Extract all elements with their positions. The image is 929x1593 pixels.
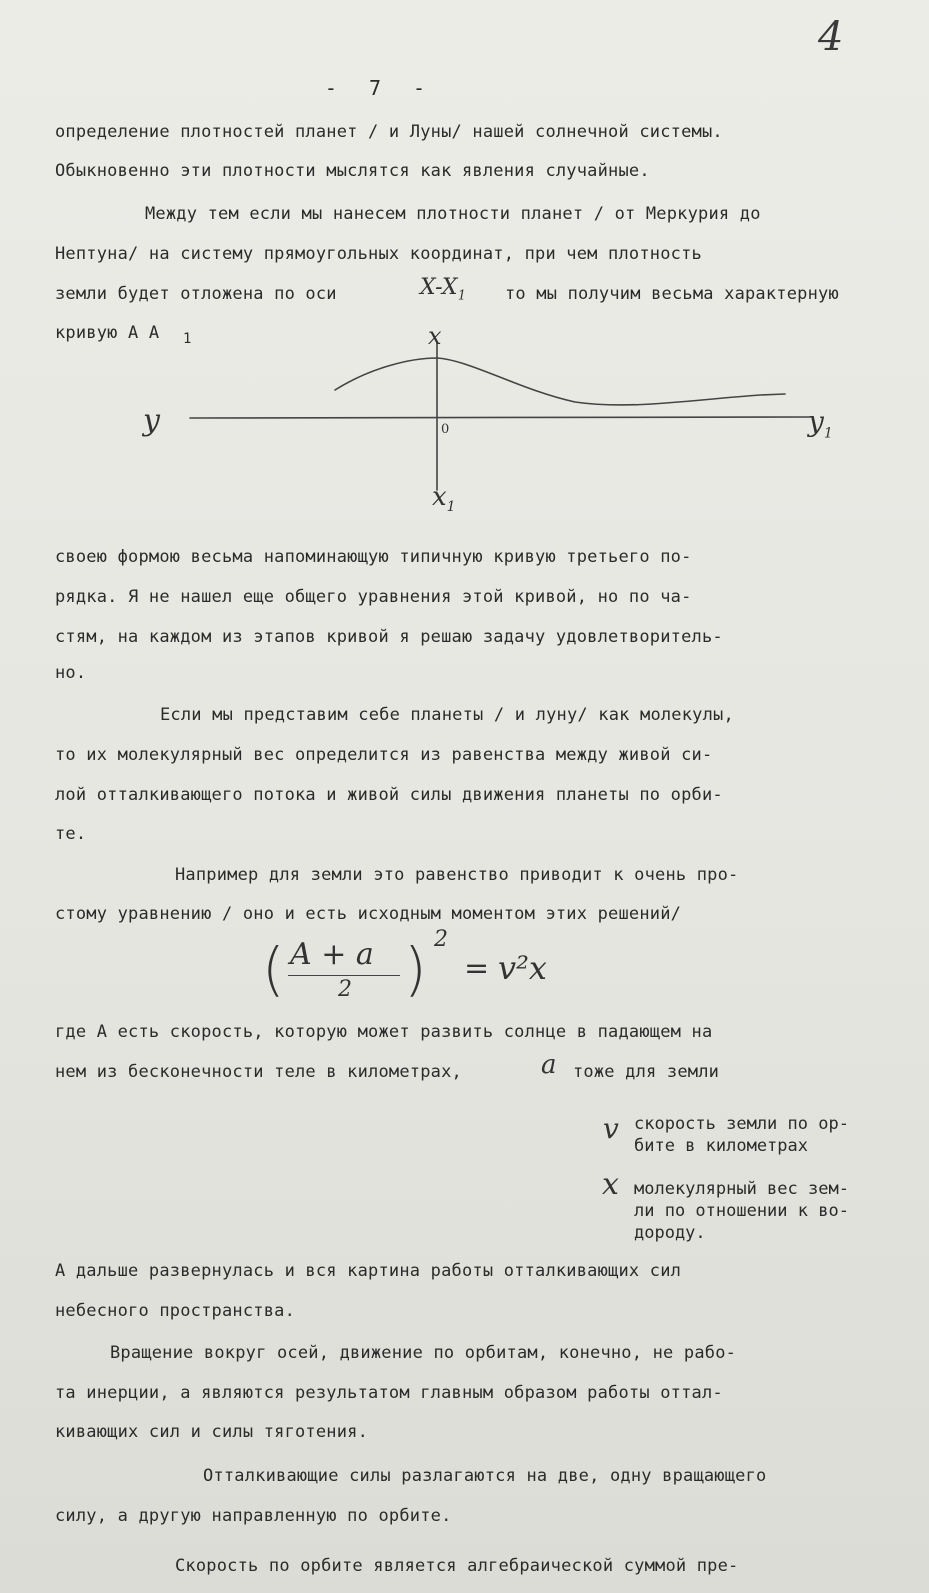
chi-definition-line: дороду. (634, 1223, 706, 1243)
text-line: Например для земли это равенство приводит к очень про- (175, 865, 739, 885)
paren-open: ( (262, 935, 285, 1003)
formula-denominator: 2 (338, 977, 352, 1002)
text-line: А дальше развернулась и вся картина работы отталкивающих сил (55, 1261, 682, 1281)
formula-numerator: A + a (290, 937, 374, 972)
text-line: небесного пространства. (55, 1301, 296, 1321)
text-line: где А есть скорость, которую может развить солнце в падающем на (55, 1022, 713, 1042)
text-line: стям, на каждом из этапов кривой я решаю задачу удовлетворитель- (55, 627, 723, 647)
text-line: нем из бесконечности теле в километрах, (55, 1062, 462, 1082)
text-line: кивающих сил и силы тяготения. (55, 1422, 369, 1442)
text-line: Вращение вокруг осей, движение по орбитам, конечно, не рабо- (110, 1343, 737, 1363)
text-line: то мы получим весьма характерную (505, 284, 839, 304)
alpha-symbol: a (541, 1050, 557, 1080)
text-line: Отталкивающие силы разлагаются на две, одну вращающего (203, 1466, 767, 1486)
text-line: те. (55, 824, 87, 844)
axis-y-left-label: y (143, 403, 160, 438)
chi-definition-line: молекулярный вес зем- (634, 1179, 849, 1199)
text-line: Если мы представим себе планеты / и луну/ как молекулы, (160, 705, 734, 725)
text-line: но. (55, 663, 87, 683)
inline-axis-label: $X-X_1$ (420, 275, 467, 304)
curve-a-a1 (335, 358, 785, 405)
corner-page-number: 4 (818, 14, 844, 60)
text-line: определение плотностей планет / и Луны/ нашей солнечной системы. (55, 122, 723, 142)
chi-definition-line: ли по отношении к во- (634, 1201, 849, 1221)
axis-y-right-label: $y_1$ (808, 405, 833, 442)
y-axis-line (190, 417, 810, 418)
axis-x-top-label: x (428, 322, 442, 350)
text-line: силу, а другую направленную по орбите. (55, 1506, 452, 1526)
text-line: стому уравнению / оно и есть исходным моментом этих решений/ (55, 904, 682, 924)
v-definition-line: бите в километрах (634, 1136, 808, 1156)
text-line: лой отталкивающего потока и живой силы движения планеты по орби- (55, 785, 723, 805)
formula-rhs: v²x (498, 949, 547, 987)
text-line: Нептуна/ на систему прямоугольных координат, при чем плотность (55, 244, 702, 264)
text-line: та инерции, а являются результатом главным образом работы оттал- (55, 1383, 723, 1403)
origin-label: 0 (441, 422, 450, 437)
text-line: кривую А А (55, 323, 160, 343)
v-symbol: v (603, 1112, 619, 1145)
axis-x-bottom-label: $x_1$ (432, 482, 456, 516)
formula-power: 2 (434, 927, 448, 952)
text-line: рядка. Я не нашел еще общего уравнения этой кривой, но по ча- (55, 587, 692, 607)
v-definition-line: скорость земли по ор- (634, 1114, 849, 1134)
text-line: тоже для земли (573, 1062, 720, 1082)
curve-subscript: 1 (183, 331, 192, 347)
text-line: Скорость по орбите является алгебраической суммой пре- (175, 1556, 739, 1576)
page-number: - 7 - (324, 76, 436, 100)
fraction-bar (288, 975, 400, 976)
text-line: то их молекулярный вес определится из равенства между живой си- (55, 745, 713, 765)
text-line: Между тем если мы нанесем плотности планет / от Меркурия до (145, 204, 761, 224)
equals-sign: = (464, 951, 490, 986)
chi-symbol: x (602, 1167, 619, 1202)
paren-close: ) (404, 935, 427, 1003)
text-line: Обыкновенно эти плотности мыслятся как явления случайные. (55, 161, 650, 181)
text-line: земли будет отложена по оси (55, 284, 337, 304)
text-line: своею формою весьма напоминающую типичную кривую третьего по- (55, 547, 692, 567)
